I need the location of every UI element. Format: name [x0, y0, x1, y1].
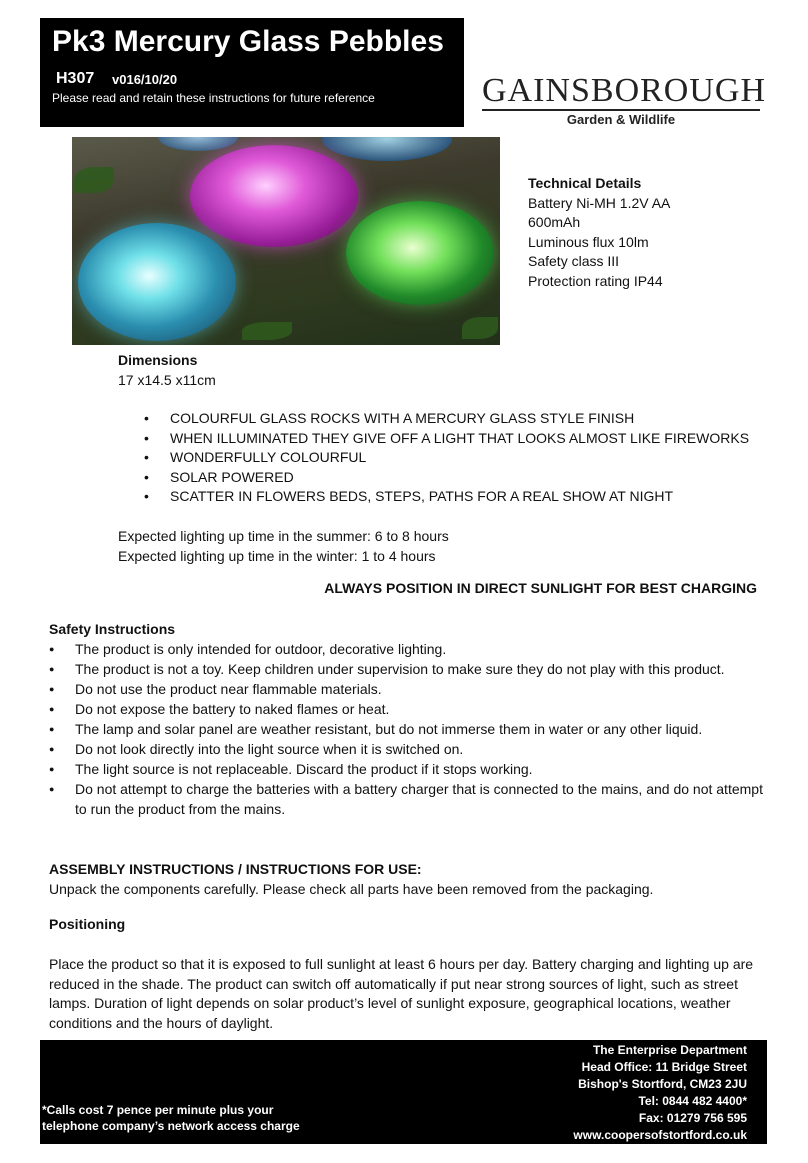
dimensions-value: 17 x14.5 x11cm: [118, 371, 216, 388]
fax-number: Fax: 01279 756 595: [638, 1111, 747, 1125]
brand-tagline: Garden & Wildlife: [566, 112, 676, 127]
spec-safety-class: Safety class III: [528, 253, 620, 270]
safety-item: ● Do not use the product near flammable materials.: [49, 679, 769, 699]
contact-footer: [40, 1040, 767, 1144]
product-title: Pk3 Mercury Glass Pebbles: [52, 25, 444, 58]
assembly-heading: ASSEMBLY INSTRUCTIONS / INSTRUCTIONS FOR USE:: [49, 861, 422, 877]
website-link[interactable]: www.coopersofstortford.co.uk: [573, 1128, 747, 1142]
safety-item: ● The product is only intended for outdoor, decorative lighting.: [49, 639, 769, 659]
telephone-number: Tel: 0844 482 4400*: [638, 1094, 747, 1108]
assembly-text: Unpack the components carefully. Please check all parts have been removed from the packaging.: [49, 880, 654, 897]
leaf-shape: [462, 317, 498, 339]
dimensions: [118, 351, 216, 390]
brand-logo: [482, 72, 767, 127]
product-photo: [72, 137, 500, 345]
head-office-address: Head Office: 11 Bridge Street: [581, 1060, 747, 1074]
feature-item: • SOLAR POWERED: [118, 468, 749, 488]
assembly-instructions: [49, 860, 769, 899]
call-cost-note: [42, 1102, 300, 1134]
call-cost-line: telephone company’s network access charge: [42, 1119, 300, 1133]
call-cost-line: *Calls cost 7 pence per minute plus your: [42, 1103, 274, 1117]
pebble-teal: [78, 223, 236, 341]
leaf-shape: [74, 167, 114, 193]
feature-item: • COLOURFUL GLASS ROCKS WITH A MERCURY GLASS STYLE FINISH: [118, 409, 749, 429]
product-code: H307: [56, 70, 95, 87]
spec-protection-rating: Protection rating IP44: [528, 272, 663, 289]
spec-luminous-flux: Luminous flux 10lm: [528, 233, 649, 250]
safety-list: [49, 639, 769, 819]
feature-item: • WHEN ILLUMINATED THEY GIVE OFF A LIGHT THAT LOOKS ALMOST LIKE FIREWORKS: [118, 429, 749, 449]
feature-item: • WONDERFULLY COLOURFUL: [118, 448, 749, 468]
version-number: v016/10/20: [112, 72, 178, 87]
leaf-shape: [242, 322, 292, 340]
sunlight-note: ALWAYS POSITION IN DIRECT SUNLIGHT FOR BEST CHARGING: [324, 580, 757, 596]
feature-item: • SCATTER IN FLOWERS BEDS, STEPS, PATHS FOR A REAL SHOW AT NIGHT: [118, 487, 749, 507]
retain-note: Please read and retain these instructions for future reference: [52, 91, 375, 105]
safety-item: ● Do not expose the battery to naked flames or heat.: [49, 699, 769, 719]
technical-details: [528, 174, 670, 292]
brand-name: GAINSBOROUGH: [482, 72, 767, 109]
contact-details: [573, 1042, 747, 1144]
safety-item: ● The lamp and solar panel are weather resistant, but do not immerse them in water or any other liquid.: [49, 719, 769, 739]
safety-heading: Safety Instructions: [49, 621, 176, 637]
positioning-text: Place the product so that it is exposed to full sunlight at least 6 hours per day. Battery charging and lighting up are reduced in the shade. The product can switch off automatically if put near strong sources of light, such as street lamps. Duration of light depends on solar product’s level of sunlight exposure, geographical locations, weather conditions and the hours of daylight.: [49, 956, 754, 1031]
technical-heading: Technical Details: [528, 175, 642, 191]
town-postcode: Bishop's Stortford, CM23 2JU: [578, 1077, 747, 1091]
pebble-green: [346, 201, 494, 305]
safety-item: ● Do not look directly into the light source when it is switched on.: [49, 739, 769, 759]
safety-item: ● Do not attempt to charge the batteries with a battery charger that is connected to the mains, and do not attempt to run the product from the mains.: [49, 779, 769, 819]
positioning-heading: Positioning: [49, 916, 126, 932]
safety-item: ● The product is not a toy. Keep children under supervision to make sure they do not play with this product.: [49, 659, 769, 679]
lighting-winter: Expected lighting up time in the winter: 1 to 4 hours: [118, 547, 436, 564]
spec-battery: Battery Ni-MH 1.2V AA: [528, 194, 671, 211]
safety-item: ● The light source is not replaceable. Discard the product if it stops working.: [49, 759, 769, 779]
dimensions-heading: Dimensions: [118, 352, 198, 368]
feature-list: [118, 409, 749, 507]
department-name: The Enterprise Department: [592, 1043, 747, 1057]
pebble-blue-back: [322, 137, 452, 161]
pebble-blue-small: [158, 137, 238, 151]
pebble-pink: [190, 145, 358, 247]
safety-instructions: [49, 619, 769, 819]
lighting-summer: Expected lighting up time in the summer: 6 to 8 hours: [118, 528, 449, 544]
lighting-times: [118, 527, 449, 566]
spec-capacity: 600mAh: [528, 214, 581, 231]
title-banner: [40, 18, 464, 127]
